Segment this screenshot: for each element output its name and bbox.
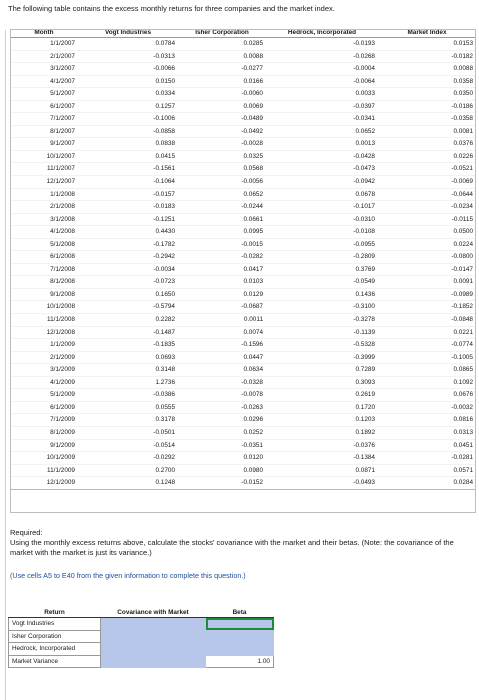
- vogt-cell[interactable]: 0.0693: [78, 351, 178, 364]
- month-cell[interactable]: 7/1/2009: [10, 414, 78, 427]
- vogt-cell[interactable]: -0.1006: [78, 113, 178, 126]
- hedrock-cell[interactable]: -0.0268: [266, 50, 378, 63]
- market-cell[interactable]: 0.0224: [378, 238, 476, 251]
- vogt-cell[interactable]: 0.1650: [78, 288, 178, 301]
- hedrock-cell[interactable]: 0.3093: [266, 376, 378, 389]
- table-row: [10, 201, 476, 214]
- vogt-cell[interactable]: 0.1257: [78, 100, 178, 113]
- vogt-cell[interactable]: 1.2736: [78, 376, 178, 389]
- hedrock-cell[interactable]: -0.0473: [266, 163, 378, 176]
- vogt-cell[interactable]: 0.0334: [78, 88, 178, 101]
- hedrock-cell[interactable]: -0.0549: [266, 276, 378, 289]
- hedrock-cell[interactable]: 0.0678: [266, 188, 378, 201]
- col-header-isher[interactable]: Isher Corporation: [178, 29, 266, 38]
- vogt-cell[interactable]: -0.0292: [78, 452, 178, 465]
- isher-cell[interactable]: 0.0120: [178, 452, 266, 465]
- isher-cell[interactable]: -0.0263: [178, 401, 266, 414]
- calc-row-market: [9, 655, 274, 668]
- market-cell[interactable]: -0.0069: [378, 176, 476, 189]
- market-beta-value[interactable]: 1.00: [206, 655, 274, 668]
- market-cell[interactable]: 0.0571: [378, 464, 476, 477]
- isher-cell[interactable]: 0.0011: [178, 314, 266, 327]
- table-row: [10, 63, 476, 76]
- table-row: [10, 176, 476, 189]
- hedrock-cell[interactable]: -0.0341: [266, 113, 378, 126]
- hedrock-cell[interactable]: 0.2619: [266, 389, 378, 402]
- table-row: [10, 439, 476, 452]
- market-cell[interactable]: 0.0284: [378, 477, 476, 490]
- hedrock-cell[interactable]: 0.0013: [266, 138, 378, 151]
- isher-cell[interactable]: 0.0296: [178, 414, 266, 427]
- market-cell[interactable]: -0.0115: [378, 213, 476, 226]
- required-label: Required:: [10, 528, 43, 537]
- month-cell[interactable]: 5/1/2008: [10, 238, 78, 251]
- isher-cell[interactable]: 0.0447: [178, 351, 266, 364]
- month-cell[interactable]: 9/1/2009: [10, 439, 78, 452]
- table-row: [10, 138, 476, 151]
- vogt-cell[interactable]: -0.1251: [78, 213, 178, 226]
- isher-cell[interactable]: 0.0652: [178, 188, 266, 201]
- month-cell[interactable]: 1/1/2007: [10, 38, 78, 51]
- market-cell[interactable]: 0.0358: [378, 75, 476, 88]
- month-cell[interactable]: 11/1/2008: [10, 314, 78, 327]
- hedrock-cell[interactable]: -0.0397: [266, 100, 378, 113]
- month-cell[interactable]: 2/1/2007: [10, 50, 78, 63]
- vogt-cell[interactable]: -0.0723: [78, 276, 178, 289]
- market-cell[interactable]: 0.1092: [378, 376, 476, 389]
- vogt-beta-input[interactable]: [206, 618, 274, 631]
- hedrock-cell[interactable]: -0.3100: [266, 301, 378, 314]
- market-cell[interactable]: -0.0644: [378, 188, 476, 201]
- hedrock-cell[interactable]: -0.0108: [266, 226, 378, 239]
- month-cell[interactable]: 11/1/2007: [10, 163, 78, 176]
- market-cell[interactable]: 0.0091: [378, 276, 476, 289]
- table-row: [10, 364, 476, 377]
- table-row: [10, 226, 476, 239]
- vogt-cell[interactable]: -0.1487: [78, 326, 178, 339]
- market-cell[interactable]: -0.0989: [378, 288, 476, 301]
- vogt-cell[interactable]: -0.1782: [78, 238, 178, 251]
- month-cell[interactable]: 4/1/2008: [10, 226, 78, 239]
- vogt-cell[interactable]: 0.0555: [78, 401, 178, 414]
- hedrock-cell[interactable]: -0.0428: [266, 150, 378, 163]
- month-cell[interactable]: 9/1/2008: [10, 288, 78, 301]
- hedrock-cell[interactable]: 0.1436: [266, 288, 378, 301]
- isher-cell[interactable]: -0.0152: [178, 477, 266, 490]
- isher-cell[interactable]: -0.0056: [178, 176, 266, 189]
- vogt-cell[interactable]: -0.0858: [78, 125, 178, 138]
- month-cell[interactable]: 3/1/2008: [10, 213, 78, 226]
- isher-cell[interactable]: -0.0078: [178, 389, 266, 402]
- hedrock-cell[interactable]: 0.7289: [266, 364, 378, 377]
- isher-cell[interactable]: -0.0277: [178, 63, 266, 76]
- calc-header-covariance: Covariance with Market: [101, 608, 206, 618]
- month-cell[interactable]: 4/1/2009: [10, 376, 78, 389]
- answer-table: [8, 608, 274, 668]
- vogt-cell[interactable]: 0.1248: [78, 477, 178, 490]
- calc-label-vogt: Vogt Industries: [9, 618, 101, 631]
- vogt-cell[interactable]: 0.0415: [78, 150, 178, 163]
- hedrock-cell[interactable]: 0.0652: [266, 125, 378, 138]
- table-row: [10, 50, 476, 63]
- hedrock-cell[interactable]: 0.1203: [266, 414, 378, 427]
- calc-label-isher: Isher Corporation: [9, 630, 101, 643]
- vogt-cell[interactable]: -0.0066: [78, 63, 178, 76]
- isher-cell[interactable]: 0.0285: [178, 38, 266, 51]
- table-row: [10, 314, 476, 327]
- market-cell[interactable]: 0.0221: [378, 326, 476, 339]
- vogt-cell[interactable]: -0.0034: [78, 263, 178, 276]
- isher-cell[interactable]: 0.0980: [178, 464, 266, 477]
- month-cell[interactable]: 12/1/2009: [10, 477, 78, 490]
- table-row: [10, 326, 476, 339]
- table-row: [10, 125, 476, 138]
- hedrock-cell[interactable]: -0.0004: [266, 63, 378, 76]
- month-cell[interactable]: 6/1/2009: [10, 401, 78, 414]
- hedrock-cell[interactable]: 0.0033: [266, 88, 378, 101]
- month-cell[interactable]: 6/1/2008: [10, 251, 78, 264]
- calc-label-market: Market Variance: [9, 655, 101, 668]
- month-cell[interactable]: 9/1/2007: [10, 138, 78, 151]
- market-cell[interactable]: 0.0676: [378, 389, 476, 402]
- month-cell[interactable]: 1/1/2008: [10, 188, 78, 201]
- market-cell[interactable]: 0.0451: [378, 439, 476, 452]
- isher-cell[interactable]: 0.0103: [178, 276, 266, 289]
- hedrock-cell[interactable]: -0.0310: [266, 213, 378, 226]
- isher-cell[interactable]: -0.0351: [178, 439, 266, 452]
- market-cell[interactable]: -0.0281: [378, 452, 476, 465]
- table-row: [10, 251, 476, 264]
- isher-cell[interactable]: 0.0069: [178, 100, 266, 113]
- month-cell[interactable]: 11/1/2009: [10, 464, 78, 477]
- vogt-cell[interactable]: -0.0313: [78, 50, 178, 63]
- month-cell[interactable]: 7/1/2008: [10, 263, 78, 276]
- table-row: [10, 75, 476, 88]
- month-cell[interactable]: 5/1/2007: [10, 88, 78, 101]
- market-cell[interactable]: 0.0350: [378, 88, 476, 101]
- vogt-cell[interactable]: 0.2700: [78, 464, 178, 477]
- market-cell[interactable]: 0.0081: [378, 125, 476, 138]
- vogt-cell[interactable]: 0.0784: [78, 38, 178, 51]
- table-row: [10, 477, 476, 490]
- month-cell[interactable]: 2/1/2009: [10, 351, 78, 364]
- col-header-month[interactable]: Month: [10, 29, 78, 38]
- market-cell[interactable]: 0.0153: [378, 38, 476, 51]
- table-row: [10, 351, 476, 364]
- month-cell[interactable]: 8/1/2007: [10, 125, 78, 138]
- market-cell[interactable]: -0.0774: [378, 339, 476, 352]
- isher-cell[interactable]: 0.0252: [178, 426, 266, 439]
- hedrock-cell[interactable]: -0.0193: [266, 38, 378, 51]
- calc-header-return: Return: [9, 608, 101, 618]
- isher-cell[interactable]: 0.0074: [178, 326, 266, 339]
- table-row: [10, 401, 476, 414]
- vogt-cell[interactable]: -0.1835: [78, 339, 178, 352]
- month-cell[interactable]: 12/1/2008: [10, 326, 78, 339]
- month-cell[interactable]: 4/1/2007: [10, 75, 78, 88]
- required-block: [10, 528, 470, 558]
- col-header-hedrock[interactable]: Hedrock, Incorporated: [266, 29, 378, 38]
- market-cell[interactable]: 0.0376: [378, 138, 476, 151]
- market-cell[interactable]: -0.1005: [378, 351, 476, 364]
- market-cell[interactable]: 0.0816: [378, 414, 476, 427]
- hedrock-cell[interactable]: 0.1720: [266, 401, 378, 414]
- isher-cell[interactable]: 0.0634: [178, 364, 266, 377]
- market-cell[interactable]: 0.0500: [378, 226, 476, 239]
- month-cell[interactable]: 5/1/2009: [10, 389, 78, 402]
- vogt-cell[interactable]: -0.0157: [78, 188, 178, 201]
- vogt-cell[interactable]: 0.0838: [78, 138, 178, 151]
- hedrock-cell[interactable]: -0.0955: [266, 238, 378, 251]
- hedrock-cell[interactable]: -0.3278: [266, 314, 378, 327]
- table-row: [10, 452, 476, 465]
- month-cell[interactable]: 10/1/2009: [10, 452, 78, 465]
- table-row: [10, 276, 476, 289]
- vogt-cell[interactable]: 0.0150: [78, 75, 178, 88]
- isher-cell[interactable]: -0.0028: [178, 138, 266, 151]
- table-row: [10, 238, 476, 251]
- table-row: [10, 414, 476, 427]
- vogt-cell[interactable]: -0.0514: [78, 439, 178, 452]
- isher-covariance-input[interactable]: [101, 630, 206, 643]
- hedrock-cell[interactable]: -0.2809: [266, 251, 378, 264]
- row-header-gutter: [0, 30, 6, 700]
- isher-cell[interactable]: 0.0088: [178, 50, 266, 63]
- table-row: [10, 426, 476, 439]
- month-cell[interactable]: 12/1/2007: [10, 176, 78, 189]
- market-cell[interactable]: -0.0358: [378, 113, 476, 126]
- table-row: [10, 100, 476, 113]
- isher-cell[interactable]: 0.0661: [178, 213, 266, 226]
- market-cell[interactable]: -0.0182: [378, 50, 476, 63]
- isher-cell[interactable]: -0.0282: [178, 251, 266, 264]
- month-cell[interactable]: 3/1/2007: [10, 63, 78, 76]
- market-cell[interactable]: -0.0032: [378, 401, 476, 414]
- table-row: [10, 188, 476, 201]
- col-header-market[interactable]: Market Index: [378, 29, 476, 38]
- month-cell[interactable]: 10/1/2008: [10, 301, 78, 314]
- hedrock-cell[interactable]: 0.1892: [266, 426, 378, 439]
- month-cell[interactable]: 8/1/2009: [10, 426, 78, 439]
- table-row: [10, 113, 476, 126]
- isher-cell[interactable]: 0.0995: [178, 226, 266, 239]
- col-header-vogt[interactable]: Vogt Industries: [78, 29, 178, 38]
- hedrock-cell[interactable]: -0.0942: [266, 176, 378, 189]
- required-text: Using the monthly excess returns above, calculate the stocks' covariance with the market and their betas. (Note: the covariance of the market with the market is just its variance.): [10, 538, 454, 557]
- vogt-cell[interactable]: -0.0501: [78, 426, 178, 439]
- hedrock-cell[interactable]: -0.0376: [266, 439, 378, 452]
- calc-row-isher: [9, 630, 274, 643]
- calc-row-hedrock: [9, 643, 274, 656]
- hedrock-cell[interactable]: -0.1017: [266, 201, 378, 214]
- isher-cell[interactable]: 0.0568: [178, 163, 266, 176]
- calc-row-vogt: [9, 618, 274, 631]
- vogt-cell[interactable]: -0.1064: [78, 176, 178, 189]
- vogt-cell[interactable]: -0.5794: [78, 301, 178, 314]
- table-row: [10, 339, 476, 352]
- month-cell[interactable]: 2/1/2008: [10, 201, 78, 214]
- market-cell[interactable]: -0.0234: [378, 201, 476, 214]
- market-cell[interactable]: -0.0147: [378, 263, 476, 276]
- table-row: [10, 301, 476, 314]
- market-cell[interactable]: 0.0226: [378, 150, 476, 163]
- table-row: [10, 389, 476, 402]
- table-row: [10, 288, 476, 301]
- vogt-cell[interactable]: -0.0386: [78, 389, 178, 402]
- isher-cell[interactable]: -0.0060: [178, 88, 266, 101]
- vogt-cell[interactable]: -0.0183: [78, 201, 178, 214]
- hedrock-cell[interactable]: 0.0871: [266, 464, 378, 477]
- isher-cell[interactable]: 0.0129: [178, 288, 266, 301]
- isher-cell[interactable]: -0.0328: [178, 376, 266, 389]
- instruction-note: (Use cells A5 to E40 from the given information to complete this question.): [10, 571, 246, 580]
- table-row: [10, 38, 476, 51]
- table-row: [10, 88, 476, 101]
- hedrock-cell[interactable]: 0.3769: [266, 263, 378, 276]
- hedrock-cell[interactable]: -0.1139: [266, 326, 378, 339]
- market-cell[interactable]: -0.0800: [378, 251, 476, 264]
- isher-cell[interactable]: -0.0489: [178, 113, 266, 126]
- intro-text: The following table contains the excess monthly returns for three companies and the market index.: [8, 4, 335, 13]
- hedrock-cell[interactable]: -0.0493: [266, 477, 378, 490]
- market-cell[interactable]: -0.0848: [378, 314, 476, 327]
- calc-label-hedrock: Hedrock, Incorporated: [9, 643, 101, 656]
- market-cell[interactable]: 0.0088: [378, 63, 476, 76]
- month-cell[interactable]: 8/1/2008: [10, 276, 78, 289]
- calc-header-beta: Beta: [206, 608, 274, 618]
- month-cell[interactable]: 10/1/2007: [10, 150, 78, 163]
- table-row: [10, 464, 476, 477]
- hedrock-cell[interactable]: -0.0064: [266, 75, 378, 88]
- month-cell[interactable]: 3/1/2009: [10, 364, 78, 377]
- isher-beta-input[interactable]: [206, 630, 274, 643]
- vogt-cell[interactable]: 0.3178: [78, 414, 178, 427]
- market-cell[interactable]: -0.0521: [378, 163, 476, 176]
- hedrock-cell[interactable]: -0.5328: [266, 339, 378, 352]
- table-row: [10, 213, 476, 226]
- month-cell[interactable]: 6/1/2007: [10, 100, 78, 113]
- isher-cell[interactable]: -0.0687: [178, 301, 266, 314]
- isher-cell[interactable]: 0.0417: [178, 263, 266, 276]
- hedrock-covariance-input[interactable]: [101, 643, 206, 656]
- hedrock-beta-input[interactable]: [206, 643, 274, 656]
- vogt-cell[interactable]: 0.2282: [78, 314, 178, 327]
- isher-cell[interactable]: -0.0015: [178, 238, 266, 251]
- table-row: [10, 150, 476, 163]
- market-cell[interactable]: 0.0313: [378, 426, 476, 439]
- hedrock-cell[interactable]: -0.3999: [266, 351, 378, 364]
- vogt-cell[interactable]: 0.3148: [78, 364, 178, 377]
- vogt-cell[interactable]: 0.4430: [78, 226, 178, 239]
- month-cell[interactable]: 1/1/2009: [10, 339, 78, 352]
- vogt-cell[interactable]: -0.1561: [78, 163, 178, 176]
- isher-cell[interactable]: 0.0166: [178, 75, 266, 88]
- table-row: [10, 263, 476, 276]
- market-cell[interactable]: 0.0865: [378, 364, 476, 377]
- vogt-cell[interactable]: -0.2942: [78, 251, 178, 264]
- returns-table: [10, 29, 476, 490]
- table-row: [10, 376, 476, 389]
- isher-cell[interactable]: -0.0244: [178, 201, 266, 214]
- table-row: [10, 163, 476, 176]
- isher-cell[interactable]: -0.1596: [178, 339, 266, 352]
- market-cell[interactable]: -0.0186: [378, 100, 476, 113]
- market-variance-input[interactable]: [101, 655, 206, 668]
- isher-cell[interactable]: 0.0325: [178, 150, 266, 163]
- market-cell[interactable]: -0.1852: [378, 301, 476, 314]
- vogt-covariance-input[interactable]: [101, 618, 206, 631]
- isher-cell[interactable]: -0.0492: [178, 125, 266, 138]
- month-cell[interactable]: 7/1/2007: [10, 113, 78, 126]
- hedrock-cell[interactable]: -0.1384: [266, 452, 378, 465]
